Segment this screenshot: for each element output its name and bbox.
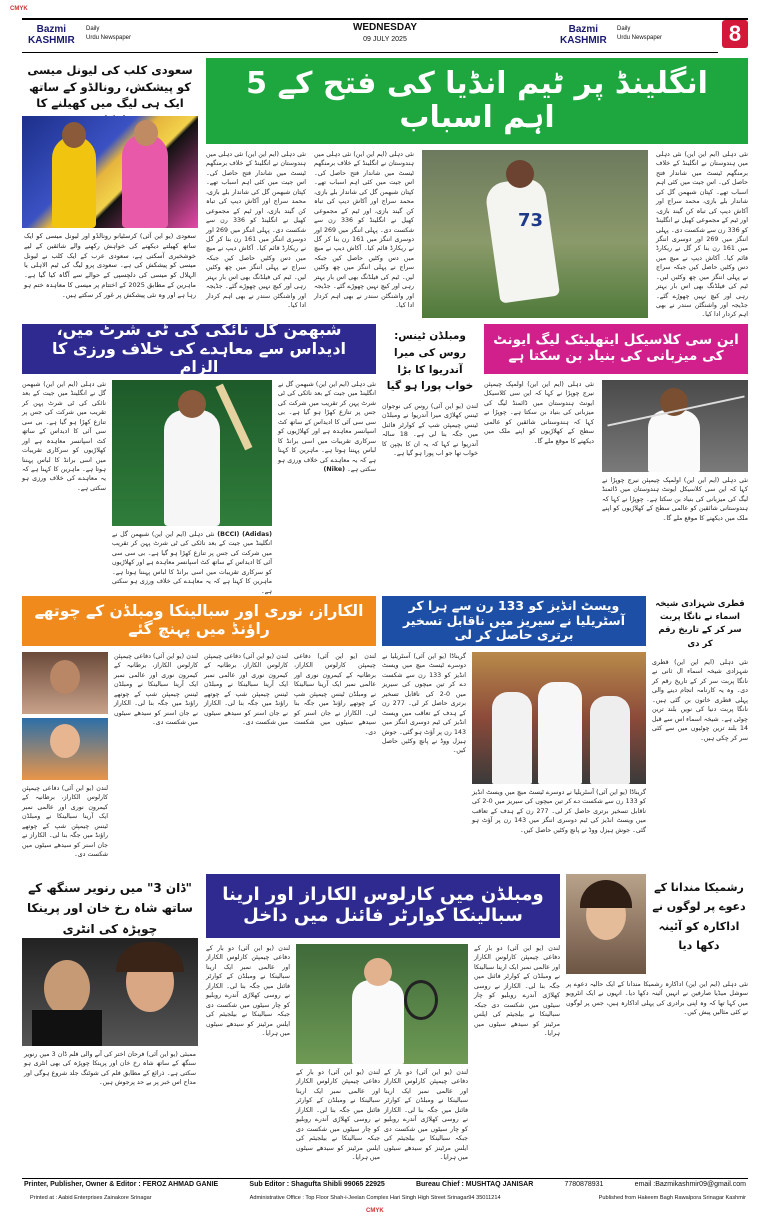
masthead-rule-top [22,18,748,20]
photo-chopra [602,380,748,472]
body-wimbledon-qf-col1: لندن (یو این آئی) دو بار کے دفاعی چیمپئن کارلوس الکاراز اور عالمی نمبر ایک ارینا سبالینکا نے ومبلڈن کے کوارٹر فائنل میں جگہ بنا لی۔ الکاراز نے روسی کھلاڑی آندرے روبلیو کو چار سیٹوں میں شکست دی جبکہ سبالینکا نے بیلجیئم کی ایلس مرٹینز کو سیدھے سیٹوں میں ہرایا۔ [206,945,290,1037]
banner-westindies [382,596,646,646]
footer-line1 [24,1181,746,1193]
headline-alcaraz: الکاراز، نوری اور سبالینکا ومبلڈن کے چوتھے راؤنڈ میں پہنچ گئے [34,602,364,638]
footer-published: Published from Hakeem Bagh Rawalpora Srinagar Kashmir [598,1195,746,1201]
body-wimbledon-qf-col2: لندن (یو این آئی) دو بار کے دفاعی چیمپئن کارلوس الکاراز اور عالمی نمبر ایک ارینا سبالینکا نے ومبلڈن کے کوارٹر فائنل میں جگہ بنا لی۔ الکاراز نے روسی کھلاڑی آندرے روبلیو کو چار سیٹوں میں شکست دی جبکہ سبالینکا نے بیلجیئم کی ایلس مرٹینز کو سیدھے سیٹوں میں ہرایا۔ [296,1069,380,1161]
masthead-brand-right [560,24,607,46]
player-head [50,724,80,758]
story-wimbledon-qf [206,874,560,1172]
jersey-number: 73 [518,210,544,231]
body-england-col2: نئی دہلی (ایم این این) نئی دہلی میں ہندوستان نے انگلینڈ کے خلاف برمنگھم ٹیسٹ میں شاندار فتح حاصل کی۔ اس جیت میں کئی اہم اسباب تھے۔ کپتان شبھمن گل کی شاندار بلے بازی، محمد سراج اور آکاش دیپ کی تباہ کن گیند بازی، اور ٹیم کے مجموعی کھیل نے انگلینڈ کو 336 رن سے شکست دی۔ پہلی اننگز میں 269 اور دوسری اننگز میں 161 رن بنا کر گل نے ریکارڈ قائم کیا۔ آکاش دیپ نے میچ میں دس وکٹیں حاصل کیں جبکہ سراج نے پہلی اننگز میں چھ وکٹیں لیں۔ ٹیم کی فیلڈنگ بھی اس بار بہتر رہی اور کیچ نہیں چھوڑے گئے۔ جڈیجہ اور واشنگٹن سندر نے بھی اہم کردار ادا کیا۔ [314,151,415,309]
photo-rashmika [566,874,646,974]
story-gill [22,320,376,595]
caption-bcci: (BCCI) [217,531,240,538]
body-alcaraz-col0: لندن (یو این آئی) دفاعی چیمپئن کارلوس الکاراز، برطانیہ کے کیمرون نوری اور عالمی نمبر ایک آرینا سبالینکا نے ومبلڈن ٹینس چیمپئن شپ کے چوتھے راؤنڈ میں جگہ بنا لی۔ الکاراز نے جان اسنر کو سیدھے سیٹوں میں شکست دی۔ [22,785,108,859]
headline-england: انگلینڈ پر ٹیم انڈیا کی فتح کے 5 اہم اسباب [246,65,708,135]
body-gill-col3-text: نئی دہلی (ایم این این) شبھمن گل نے انگلینڈ میں جیت کے بعد نائکی کی ٹی شرٹ پہن کر تقریب میں شرکت کی جس پر تنازع کھڑا ہو گیا ہے۔ بی سی سی آئی کا ادیداس کے ساتھ کٹ اسپانسر معاہدہ ہے اور کھلاڑیوں کو سرکاری تقریبات میں اسی برانڈ کا لباس پہننا ہوتا ہے۔ ماہرین کا کہنا ہے کہ یہ معاہدے کی خلاف ورزی ہو سکتی ہے۔ [278,381,376,473]
banner-england [206,58,748,144]
headline-india-league: این سی کلاسیکل ایتھلیٹک لیگ ایونٹ کی میزبانی کی بنیاد بن سکتا ہے [493,332,739,364]
body-gill-col1: نئی دہلی (ایم این این) شبھمن گل نے انگلینڈ میں جیت کے بعد نائکی کی ٹی شرٹ پہن کر تقریب میں شرکت کی جس پر تنازع کھڑا ہو گیا ہے۔ بی سی سی آئی کا ادیداس کے ساتھ کٹ اسپانسر معاہدہ ہے اور کھلاڑیوں کو سرکاری تقریبات میں اسی برانڈ کا لباس پہننا ہوتا ہے۔ ماہرین کا کہنا ہے کہ یہ معاہدے کی خلاف ورزی ہو سکتی ہے۔ [22,381,106,492]
actress-hair [116,942,184,972]
story-women-cricket [652,596,748,868]
brand-line2: KASHMIR [28,35,75,46]
masthead-rule-bottom [22,52,718,53]
brand-line2-right: KASHMIR [560,35,607,46]
story-saudi [22,58,198,320]
banner-alcaraz [22,596,376,646]
body-england-col3: نئی دہلی (ایم این این) نئی دہلی میں ہندوستان نے انگلینڈ کے خلاف برمنگھم ٹیسٹ میں شاندار فتح حاصل کی۔ اس جیت میں کئی اہم اسباب تھے۔ کپتان شبھمن گل کی شاندار بلے بازی، محمد سراج اور آکاش دیپ کی تباہ کن گیند بازی، اور ٹیم کے مجموعی کھیل نے انگلینڈ کو 336 رن سے شکست دی۔ پہلی اننگز میں 269 اور دوسری اننگز میں 161 رن بنا کر گل نے ریکارڈ قائم کیا۔ آکاش دیپ نے میچ میں دس وکٹیں حاصل کیں جبکہ سراج نے پہلی اننگز میں چھ وکٹیں لیں۔ ٹیم کی فیلڈنگ بھی اس بار بہتر رہی اور کیچ نہیں چھوڑے گئے۔ جڈیجہ اور واشنگٹن سندر نے بھی اہم کردار ادا کیا۔ [656,151,748,319]
headline-saudi: سعودی کلب کی لیونل میسی کو پیشکش، رونالڈو کے ساتھ ایک ہی لیگ میں کھیلنے کا [27,63,193,111]
caption-adidas: (Adidas) [242,531,272,538]
masthead-tagline-left [86,25,131,43]
player-head [50,660,80,694]
headline-gill: شبھمن گل نائکی کی ٹی شرٹ میں، ادیداس سے معاہدے کی خلاف ورزی کا الزام [51,320,347,377]
cmyk-mark-bottom: CMYK [366,1208,384,1214]
body-alcaraz-col2: لندن (یو این آئی) دفاعی چیمپئن کارلوس الکاراز، برطانیہ کے کیمرون نوری اور عالمی نمبر ایک آرینا سبالینکا نے ومبلڈن ٹینس چیمپئن شپ کے چوتھے راؤنڈ میں جگہ بنا لی۔ الکاراز نے جان اسنر کو سیدھے سیٹوں میں شکست دی۔ [204,653,288,727]
body-wimbledon-small: لندن (یو این آئی) روس کی نوجوان ٹینس کھلاڑی میرا آندریوا نے ومبلڈن ٹینس چیمپئن شپ کے کوارٹر فائنل میں جگہ بنا لی ہے۔ 18 سالہ آندریوا نے کہا کہ یہ ان کا بچپن کا خواب تھا جو اب پورا ہو گیا ہے۔ [382,403,478,458]
photo-alcaraz [22,652,108,714]
body-don3: ممبئی (یو این آئی) فرحان اختر کی آنے والی فلم ڈان 3 میں رنویر سنگھ کے ساتھ شاہ رخ خان اور پرینکا چوپڑہ کی بھی انٹری ہو سکتی ہے۔ ذرائع کے مطابق فلم کی شوٹنگ جلد شروع ہوگی اور مداح اس خبر پر بے حد پرجوش ہیں۔ [24,1051,196,1087]
player-1 [492,692,532,784]
brand-line1: Bazmi [36,24,67,35]
body-alcaraz-col3: لندن (یو این آئی) دفاعی چیمپئن کارلوس الکاراز، برطانیہ کے کیمرون نوری اور عالمی نمبر ایک آرینا سبالینکا نے ومبلڈن ٹینس چیمپئن شپ کے چوتھے راؤنڈ میں جگہ بنا لی۔ الکاراز نے جان اسنر کو سیدھے سیٹوں میں شکست دی۔ [294,653,376,736]
page-number: 8 [722,20,748,48]
player-body [164,410,220,526]
body-india-league-col2: نئی دہلی (ایم این این) اولمپک چیمپئن نیرج چوپڑا نے کہا کہ این سی کلاسیکل ایونٹ ہندوستان میں ڈائمنڈ لیگ کی میزبانی کی بنیاد بن سکتا ہے۔ چوپڑا نے کہا کہ ہندوستانی شائقین کو عالمی سطح کے کھلاڑیوں کو اپنے ملک میں دیکھنے کا موقع ملے گا۔ [602,477,748,522]
story-westindies [382,596,646,868]
actor-suit [32,1010,102,1046]
masthead [0,14,770,54]
headline-rashmika: رشمیکا مندانا کے دعوے پر لوگوں نے اداکارہ کو آئینہ دکھا دیا [652,881,746,952]
footer-phone: 7780878931 [564,1181,604,1188]
player-silhouette-left [52,136,96,228]
body-alcaraz-col1: لندن (یو این آئی) دفاعی چیمپئن کارلوس الکاراز، برطانیہ کے کیمرون نوری اور عالمی نمبر ایک آرینا سبالینکا نے ومبلڈن ٹینس چیمپئن شپ کے چوتھے راؤنڈ میں جگہ بنا لی۔ الکاراز نے جان اسنر کو سیدھے سیٹوں میں شکست دی۔ [114,653,198,727]
body-wimbledon-qf-col3: لندن (یو این آئی) دو بار کے دفاعی چیمپئن کارلوس الکاراز اور عالمی نمبر ایک ارینا سبالینکا نے ومبلڈن کے کوارٹر فائنل میں جگہ بنا لی۔ الکاراز نے روسی کھلاڑی آندرے روبلیو کو چار سیٹوں میں شکست دی جبکہ سبالینکا نے بیلجیئم کی ایلس مرٹینز کو سیدھے سیٹوں میں ہرایا۔ [384,1069,468,1161]
body-gill-col2 [112,530,272,595]
story-rashmika [566,874,748,1172]
headline-wimbledon-small: ومبلڈن ٹینس: روس کی میرا آندریوا کا بڑا خواب پورا ہو گیا [386,330,474,393]
player-head [364,958,392,986]
body-saudi: سعودی (یو این آئی) کرسٹیانو رونالڈو اور لیونل میسی کو ایک ساتھ کھیلتے دیکھنے کی خواہش رکھنے والے شائقین کے لیے خوشخبری آسکتی ہے، سعودی عرب کے ایک کلب نے لیونل میسی کو پیشکش کی ہے۔ سعودی پرو لیگ کی ٹیم الاہلی یا الہلال کو میسی کی دلچسپی کے حوالے سے آگاہ کیا گیا ہے۔ ماہرین کے مطابق 2025 کے اختتام پر میسی کا معاہدہ ختم ہو رہا ہے اور وہ نئی پیشکش پر غور کر سکتے ہیں۔ [24,232,196,299]
story-don3 [22,874,198,1172]
body-gill-col2-text: نئی دہلی (ایم این این) شبھمن گل نے انگلینڈ میں جیت کے بعد نائکی کی ٹی شرٹ پہن کر تقریب میں شرکت کی جس پر تنازع کھڑا ہو گیا ہے۔ بی سی سی آئی کا ادیداس کے ساتھ کٹ اسپانسر معاہدہ ہے اور کھلاڑیوں کو سرکاری تقریبات میں اسی برانڈ کا لباس پہننا ہوتا ہے۔ ماہرین کا کہنا ہے کہ یہ معاہدے کی خلاف ورزی ہو سکتی ہے۔ [112,531,272,595]
body-women-cricket: نئی دہلی (ایم این این) قطری شہزادی شیخہ اسماء ال ثانی نے نانگا پربت سر کر کے تاریخ رقم کر دی۔ وہ یہ کارنامہ انجام دینے والی پہلی قطری خاتون بن گئی ہیں۔ نانگا پربت دنیا کی نویں بلند ترین چوٹی ہے۔ شیخہ اسماء اس سے قبل 14 بلند ترین چوٹیوں میں سے کئی سر کر چکی ہیں۔ [652,659,748,742]
story-india-league [484,324,748,590]
headline-westindies: ویسٹ انڈیز کو 133 رن سے ہرا کر آسٹریلیا نے سیریز میں ناقابل تسخیر برتری حاصل کر لی [403,598,625,643]
tagline1-right: Daily [617,26,631,32]
player-head-right [134,120,158,146]
body-wimbledon-qf-col4: لندن (یو این آئی) دو بار کے دفاعی چیمپئن کارلوس الکاراز اور عالمی نمبر ایک ارینا سبالینکا نے ومبلڈن کے کوارٹر فائنل میں جگہ بنا لی۔ الکاراز نے روسی کھلاڑی آندرے روبلیو کو چار سیٹوں میں شکست دی جبکہ سبالینکا نے بیلجیئم کی ایلس مرٹینز کو سیدھے سیٹوں میں ہرایا۔ [474,945,560,1037]
tagline2-right: Urdu Newspaper [617,35,663,41]
actress-hair [580,880,632,908]
cmyk-mark-top: CMYK [10,6,28,12]
player-body [484,176,560,303]
body-westindies-col2: گریناڈا (یو این آئی) آسٹریلیا نے دوسرے ٹیسٹ میچ میں ویسٹ انڈیز کو 133 رن سے شکست دے کر تین میچوں کی سیریز میں 0-2 کی ناقابل تسخیر برتری حاصل کر لی۔ 277 رن کے ہدف کے تعاقب میں ویسٹ انڈیز کی ٹیم دوسری اننگز میں 143 رن پر آؤٹ ہو گئی۔ جوش ہیزل ووڈ نے پانچ وکٹیں حاصل کیں۔ [472,789,647,834]
body-westindies-col1: گریناڈا (یو این آئی) آسٹریلیا نے دوسرے ٹیسٹ میچ میں ویسٹ انڈیز کو 133 رن سے شکست دے کر تین میچوں کی سیریز میں 0-2 کی ناقابل تسخیر برتری حاصل کر لی۔ 277 رن کے ہدف کے تعاقب میں ویسٹ انڈیز کی ٹیم دوسری اننگز میں 143 رن پر آؤٹ ہو گئی۔ جوش ہیزل ووڈ نے پانچ وکٹیں حاصل کیں۔ [382,653,466,755]
player-head-left [62,122,86,148]
photo-gill [112,380,272,526]
player-silhouette-right [122,134,168,228]
player-head [178,390,206,418]
footer-line2 [30,1195,746,1205]
headline-wimbledon-qf: ومبلڈن میں کارلوس الکاراز اور ارینا سبالینکا کوارٹر فائنل میں داخل [222,884,544,926]
footer-rule [22,1178,748,1179]
player-3 [590,696,630,784]
photo-sabalenka-qf [296,944,468,1064]
masthead-date: 09 JULY 2025 [363,36,407,43]
banner-gill [22,320,376,377]
photo-messi-ronaldo [22,116,198,228]
banner-india-league [484,324,748,374]
photo-srk-priyanka [22,938,198,1046]
story-alcaraz [22,596,376,868]
photo-westindies [472,652,646,784]
footer-email[interactable]: email :Bazmikashmir09@gmail.com [634,1181,746,1188]
body-england-col1: نئی دہلی (ایم این این) نئی دہلی میں ہندوستان نے انگلینڈ کے خلاف برمنگھم ٹیسٹ میں شاندار فتح حاصل کی۔ اس جیت میں کئی اہم اسباب تھے۔ کپتان شبھمن گل کی شاندار بلے بازی، محمد سراج اور آکاش دیپ کی تباہ کن گیند بازی، اور ٹیم کے مجموعی کھیل نے انگلینڈ کو 336 رن سے شکست دی۔ پہلی اننگز میں 269 اور دوسری اننگز میں 161 رن بنا کر گل نے ریکارڈ قائم کیا۔ آکاش دیپ نے میچ میں دس وکٹیں حاصل کیں جبکہ سراج نے پہلی اننگز میں چھ وکٹیں لیں۔ ٹیم کی فیلڈنگ بھی اس بار بہتر رہی اور کیچ نہیں چھوڑے گئے۔ جڈیجہ اور واشنگٹن سندر نے بھی اہم کردار ادا کیا۔ [206,151,307,309]
story-wimbledon-small [382,324,478,590]
brand-line1-right: Bazmi [568,24,599,35]
athlete-body [648,410,700,472]
photo-siraj [422,150,648,318]
actor-face [44,960,90,1016]
body-gill-col3 [278,380,376,588]
body-rashmika: نئی دہلی (ایم این این) اداکارہ رشمیکا مندانا کے ایک حالیہ دعوے پر سوشل میڈیا صارفین نے انہیں آئینہ دکھا دیا۔ انہوں نے ایک انٹرویو میں کہا تھا کہ وہ اپنی برادری کی پہلی اداکارہ ہیں، جس پر لوگوں نے کئی مثالیں پیش کیں۔ [566,981,748,1017]
player-body [352,980,404,1064]
headline-don3: "ڈان 3" میں رنویر سنگھ کے ساتھ شاہ رخ خان اور پرینکا چوپڑہ کی انٹری [27,881,193,936]
banner-wimbledon-qf [206,874,560,938]
player-head [506,160,534,188]
caption-nike: (Nike) [323,465,345,473]
masthead-day: WEDNESDAY [352,22,418,33]
footer-editor: Printer, Publisher, Owner & Editor : FEROZ AHMAD GANIE [24,1181,219,1188]
tagline1: Daily [86,26,100,32]
headline-women-cricket: قطری شہزادی شیخہ اسماء نے نانگا پربت سر کر کے تاریخ رقم کر دی [655,599,745,649]
player-2 [538,682,582,784]
bat [216,384,253,451]
footer-sub-editor: Sub Editor : Shagufta Shibli 99065 22925 [249,1181,385,1188]
racket [404,980,438,1020]
story-england [206,58,748,320]
footer-printer: Printed at : Aabid Enterprises Zainakore Srinagar [30,1195,152,1201]
body-india-league-col1: نئی دہلی (ایم این این) اولمپک چیمپئن نیرج چوپڑا نے کہا کہ این سی کلاسیکل ایونٹ ہندوستان میں ڈائمنڈ لیگ کی میزبانی کی بنیاد بن سکتا ہے۔ چوپڑا نے کہا کہ ہندوستانی شائقین کو عالمی سطح کے کھلاڑیوں کو اپنے ملک میں دیکھنے کا موقع ملے گا۔ [484,381,594,445]
tagline2: Urdu Newspaper [86,35,132,41]
photo-sabalenka [22,718,108,780]
masthead-brand-left [28,24,75,46]
footer-office: Administrative Office : Top Floor Shah-i-Jeelan Complex Hari Singh High Street Srinagar94 35011214 [249,1195,501,1201]
footer-bureau-chief: Bureau Chief : MUSHTAQ JANISAR [415,1181,534,1188]
masthead-tagline-right [617,25,662,43]
